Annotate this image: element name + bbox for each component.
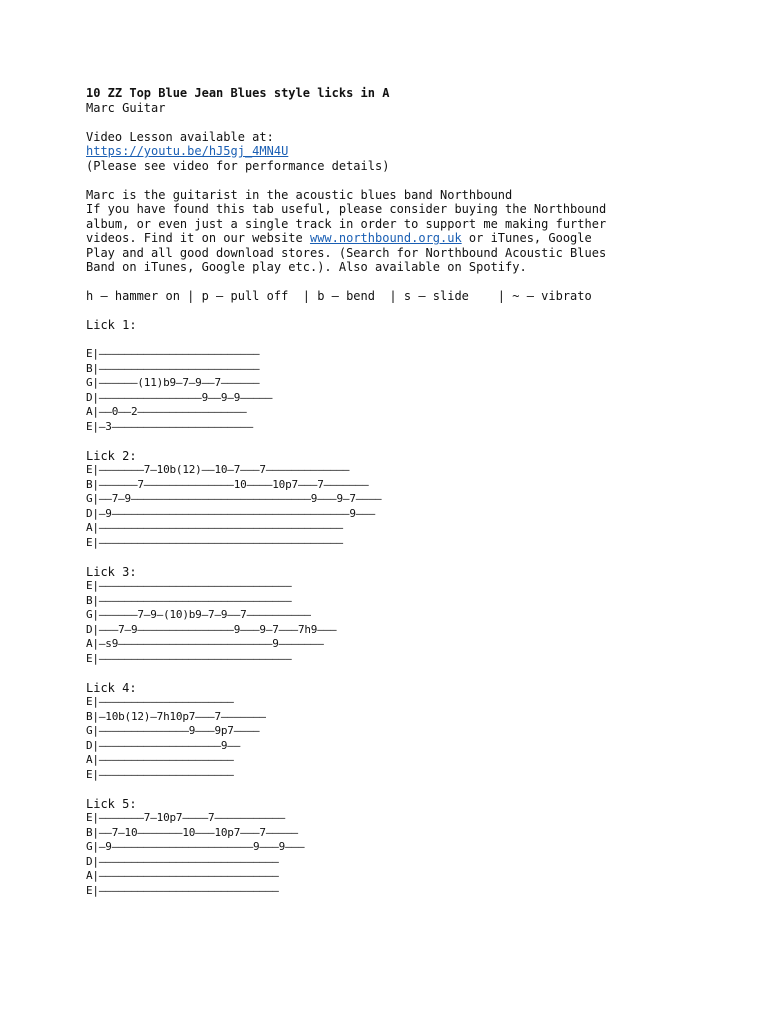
spacer (86, 115, 726, 130)
about-line-2: If you have found this tab useful, please consider buying the Northbound (86, 202, 607, 216)
tab-string-line: G|—9——————————————————————9———9——— (86, 840, 305, 853)
tab-string-line: A|—————————————————————————————————————— (86, 521, 343, 534)
lick-section (86, 681, 726, 797)
spacer (86, 782, 726, 797)
tab-string-line: E|———————7—10p7————7——————————— (86, 811, 286, 824)
about-line-3: album, or even just a single track in order to support me making further (86, 216, 607, 231)
tab-string-line: D|———————————————————————————— (86, 854, 279, 868)
tab-string-line: E|————————————————————— (86, 767, 234, 781)
notation-legend: h – hammer on | p – pull off | b – bend | s – slide | ~ – vibrato (86, 289, 592, 303)
tab-string-line: E|————————————————————————— (86, 347, 260, 360)
tab-string-line: E|—3—————————————————————— (86, 419, 253, 433)
tab-string-line: E|———————————————————————————— (86, 883, 279, 897)
website-link[interactable]: www.northbound.org.uk (309, 231, 462, 245)
tab-string-line: G|——————7—9—(10)b9—7—9——7—————————— (86, 608, 311, 621)
tab-string-line: E|————————————————————— (86, 695, 234, 708)
about-line-4-after: or iTunes, Google (461, 231, 592, 245)
tab-string-line: D|—9—————————————————————————————————————9——— (86, 506, 376, 520)
licks-container (86, 318, 726, 913)
video-intro: Video Lesson available at: (86, 129, 274, 144)
video-note: (Please see video for performance details) (86, 158, 390, 173)
tab-string-line: A|———————————————————————————— (86, 869, 279, 882)
lick-section (86, 318, 726, 449)
tab-string-line: E|———————7—10b(12)——10—7———7————————————— (86, 463, 350, 476)
tab-string-line: G|——————(11)b9—7—9——7—————— (86, 376, 260, 389)
tab-string-line: G|——————————————9———9p7———— (86, 724, 260, 737)
tab-string-line: D|————————————————9——9—9————— (86, 390, 273, 404)
tab-string-line: B|—10b(12)—7h10p7———7——————— (86, 709, 266, 723)
about-line-1: Marc is the guitarist in the acoustic blues band Northbound (86, 187, 513, 202)
about-line-6: Band on iTunes, Google play etc.). Also available on Spotify. (86, 260, 527, 274)
tab-string-line: E|—————————————————————————————— (86, 579, 292, 592)
about-line-4 (86, 231, 726, 246)
spacer (86, 173, 726, 188)
tab-string-line: D|———————————————————9—— (86, 738, 241, 752)
tab-string-line: A|—s9————————————————————————9——————— (86, 637, 324, 650)
spacer (86, 666, 726, 681)
tab-string-line: B|—————————————————————————————— (86, 593, 292, 607)
spacer (86, 304, 726, 319)
tab-string-line: E|—————————————————————————————————————— (86, 535, 343, 549)
tab-string-line: G|——7—9————————————————————————————9———9—7———— (86, 492, 382, 505)
lick-label: Lick 4: (86, 680, 137, 695)
about-line-4-before: videos. Find it on our website (86, 231, 310, 245)
lick-section (86, 797, 726, 913)
spacer (86, 275, 726, 290)
tab-string-line: B|——7—10———————10———10p7———7————— (86, 825, 298, 839)
tab-string-line: B|——————7——————————————10————10p7———7——————— (86, 477, 369, 491)
about-line-5: Play and all good download stores. (Search for Northbound Acoustic Blues (86, 245, 607, 260)
spacer (86, 898, 726, 913)
lick-label: Lick 3: (86, 564, 137, 579)
tab-string-line: E|—————————————————————————————— (86, 651, 292, 665)
spacer (86, 333, 726, 348)
lick-label: Lick 2: (86, 448, 137, 463)
author-name: Marc Guitar (86, 100, 166, 115)
lick-section (86, 449, 726, 565)
lick-label: Lick 1: (86, 318, 137, 332)
spacer (86, 550, 726, 565)
tab-string-line: D|———7—9———————————————9———9—7———7h9——— (86, 622, 337, 636)
tab-string-line: A|————————————————————— (86, 753, 234, 766)
video-link[interactable]: https://youtu.be/hJ5gj_4MN4U (86, 144, 289, 158)
document-title: 10 ZZ Top Blue Jean Blues style licks in A (86, 86, 390, 100)
tab-string-line: A|——0——2————————————————— (86, 405, 247, 418)
tab-string-line: B|————————————————————————— (86, 361, 260, 375)
lick-label: Lick 5: (86, 796, 137, 811)
lick-section (86, 565, 726, 681)
document-page (86, 86, 726, 913)
spacer (86, 434, 726, 449)
